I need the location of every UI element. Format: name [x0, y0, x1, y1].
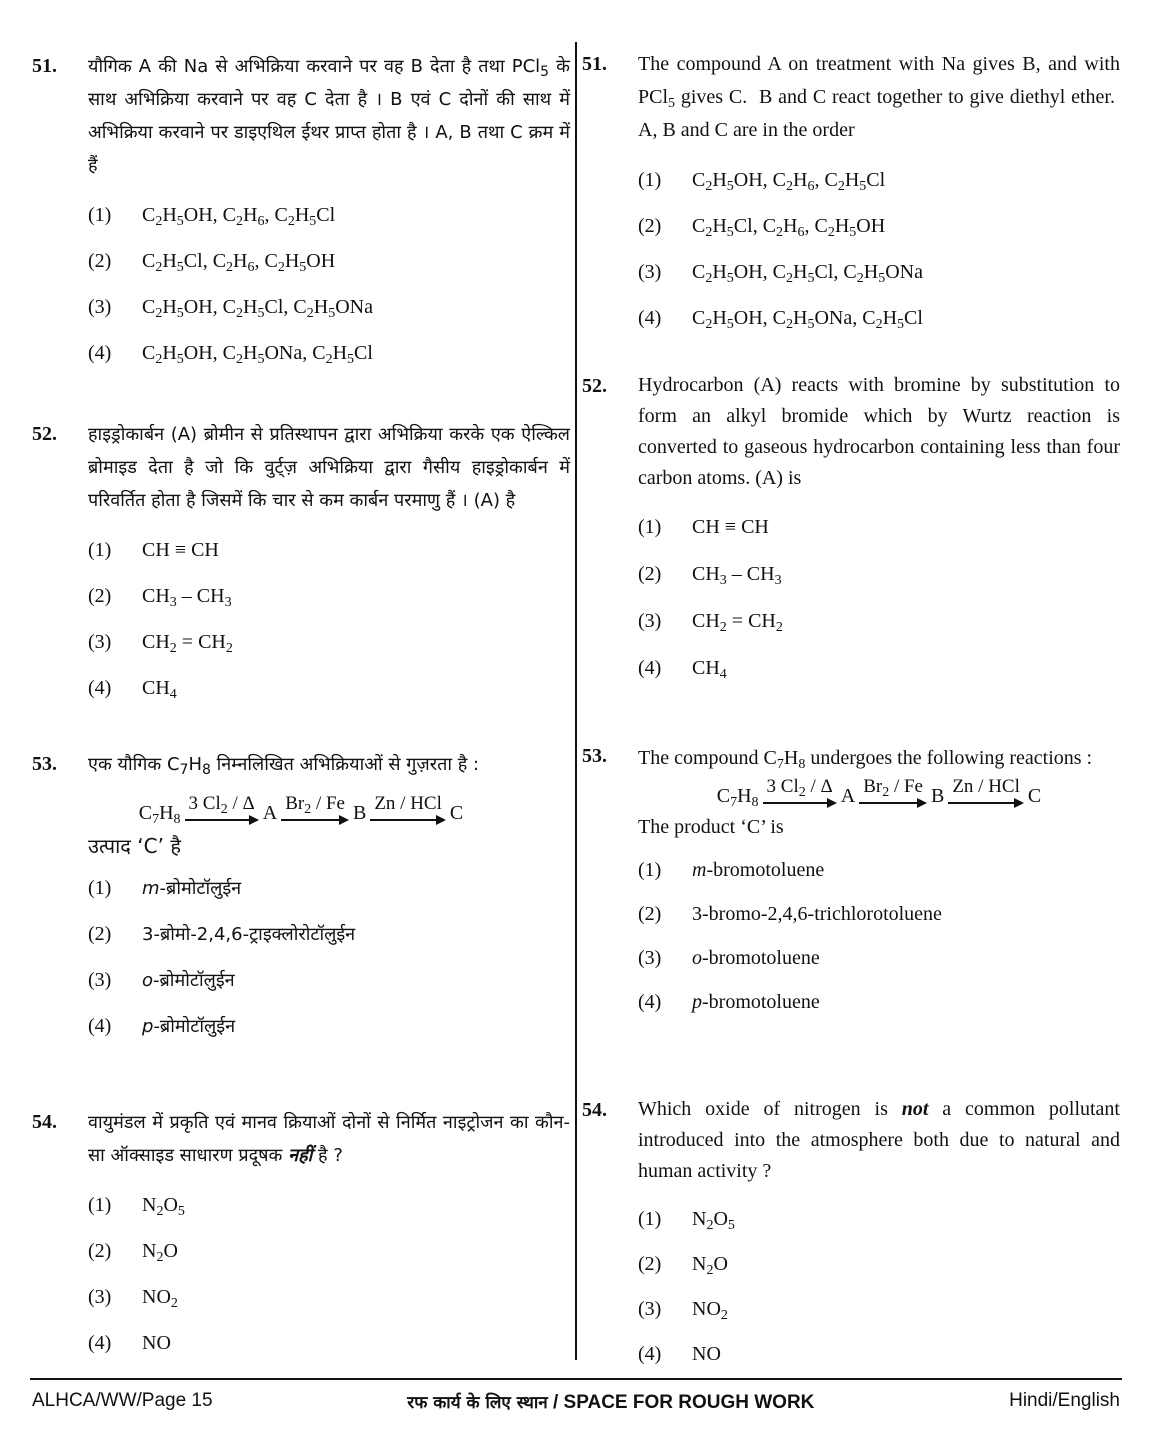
option-text: NO — [142, 1331, 171, 1354]
option-text: $CH_3 - CH_3$ — [142, 584, 232, 610]
option[interactable] — [638, 551, 1120, 598]
option[interactable] — [638, 645, 1120, 692]
option[interactable] — [638, 1242, 1120, 1287]
question-text — [638, 1094, 1120, 1187]
question-text: The compound A on treatment with Na gives B, and with PCl$_5$ gives C. B and C react together to give diethyl ether. A, B and C are in the order — [638, 53, 1120, 141]
question-text: हाइड्रोकार्बन (A) ब्रोमीन से प्रतिस्थापन द्वारा अभिक्रिया करके एक ऐल्किल ब्रोमाइड देता है जो कि वुर्ट्ज़ अभिक्रिया द्वारा गैसीय हाइड्रोकार्बन में परिवर्तित होता है जिसमें कि चार से कम कार्बन परमाणु हैं । (A) है — [88, 424, 570, 511]
reagent-label: $Br_2$ / Fe — [285, 793, 345, 817]
option-text: $C_2H_5Cl$, $C_2H_6$, $C_2H_5OH$ — [692, 214, 886, 240]
option-text: p-bromotoluene — [692, 990, 820, 1013]
option-label: (1) — [638, 516, 662, 538]
options-list — [638, 157, 1120, 341]
option-label: (1) — [638, 168, 662, 191]
question-number: 53. — [32, 753, 57, 775]
option[interactable] — [88, 573, 570, 619]
option[interactable] — [88, 665, 570, 711]
options-list — [638, 848, 1120, 1024]
reaction-scheme — [32, 793, 570, 825]
option-text: $C_2H_5OH$, $C_2H_5Cl$, $C_2H_5ONa$ — [692, 260, 923, 286]
option-label: (2) — [638, 214, 662, 237]
reaction-arrow — [185, 793, 259, 825]
rough-work-hindi: रफ कार्य के लिए स्थान — [407, 1393, 548, 1413]
product-c: C — [1027, 785, 1042, 807]
option-text: 3-ब्रोमो-2,4,6-ट्राइक्लोरोटॉलुईन — [142, 924, 356, 945]
option-text: $NO_2$ — [142, 1285, 178, 1311]
option[interactable] — [88, 527, 570, 573]
question-text-part: Which oxide of nitrogen is — [638, 1098, 902, 1120]
option-label: (4) — [638, 990, 662, 1013]
option[interactable] — [88, 1274, 570, 1320]
option-label: (3) — [88, 295, 112, 318]
option-label: (2) — [88, 1239, 112, 1262]
option-label: (3) — [638, 1298, 662, 1320]
option[interactable] — [638, 157, 1120, 203]
option-label: (4) — [88, 341, 112, 364]
question-number: 54. — [32, 1111, 57, 1133]
reagent-label: 3 $Cl_2$ / Δ — [766, 776, 833, 800]
option-text: $CH_2 = CH_2$ — [692, 610, 783, 635]
option-text: $N_2O_5$ — [142, 1193, 185, 1219]
options-list — [88, 1182, 570, 1366]
rough-work-english: SPACE FOR ROUGH WORK — [563, 1392, 815, 1413]
page-footer — [32, 1390, 1120, 1414]
option-label: (4) — [638, 1343, 662, 1365]
option-text: o-bromotoluene — [692, 946, 820, 969]
option-label: (1) — [88, 1193, 112, 1216]
question-text: यौगिक A की Na से अभिक्रिया करवाने पर वह B देता है तथा PCl$_5$ के साथ अभिक्रिया करवाने पर वह C देता है । B एवं C दोनों की साथ में अभिक्रिया करवाने पर डाइएथिल ईथर प्राप्त होता है । A, B तथा C क्रम में हैं — [88, 56, 571, 176]
option-label: (1) — [638, 1208, 662, 1230]
option-text: $C_2H_5OH$, $C_2H_6$, $C_2H_5Cl$ — [692, 168, 886, 194]
question-number: 53. — [582, 745, 607, 767]
option[interactable] — [638, 1287, 1120, 1332]
page-code: ALHCA/WW/Page 15 — [32, 1390, 213, 1411]
question-text: एक यौगिक $C_7H_8$ निम्नलिखित अभिक्रियाओं से गुज़रता है : — [88, 754, 480, 778]
option-label: (3) — [88, 968, 112, 991]
option-label: (3) — [638, 260, 662, 283]
reaction-arrow — [948, 776, 1024, 808]
option-label: (1) — [88, 203, 112, 226]
option-label: (3) — [638, 946, 662, 969]
option[interactable] — [88, 1003, 570, 1049]
option[interactable] — [88, 619, 570, 665]
option[interactable] — [638, 504, 1120, 551]
option[interactable] — [88, 957, 570, 1003]
question-52-hi — [32, 418, 570, 711]
option-text: $C_2H_5OH$, $C_2H_5Cl$, $C_2H_5ONa$ — [142, 295, 373, 321]
option-text: NO — [692, 1343, 721, 1365]
reagent-label: Zn / HCl — [374, 793, 442, 814]
question-52-en — [582, 370, 1120, 692]
option[interactable] — [88, 1182, 570, 1228]
option-text: $N_2O_5$ — [692, 1208, 735, 1233]
option[interactable] — [88, 1228, 570, 1274]
option-text: 3-bromo-2,4,6-trichlorotoluene — [692, 902, 942, 925]
option[interactable] — [88, 238, 570, 284]
option-label: (3) — [638, 610, 662, 632]
option-label: (1) — [88, 876, 112, 899]
option-text: $C_2H_5Cl$, $C_2H_6$, $C_2H_5OH$ — [142, 249, 336, 275]
question-51-hi — [32, 50, 570, 376]
column-divider — [575, 42, 577, 1360]
emphasis-text: नहीं — [288, 1145, 313, 1166]
reagent-label: 3 $Cl_2$ / Δ — [188, 793, 255, 817]
question-number: 51. — [32, 55, 57, 77]
option[interactable] — [638, 892, 1120, 936]
question-number: 52. — [32, 423, 57, 445]
option-label: (4) — [88, 676, 112, 699]
question-53-hi — [32, 748, 570, 1049]
option[interactable] — [88, 192, 570, 238]
option[interactable] — [638, 1332, 1120, 1377]
option[interactable] — [88, 284, 570, 330]
option-label: (2) — [88, 922, 112, 945]
option-text: $N_2O$ — [142, 1239, 178, 1265]
option[interactable] — [638, 295, 1120, 341]
option-label: (1) — [88, 538, 112, 561]
option[interactable] — [88, 865, 570, 911]
option[interactable] — [638, 1197, 1120, 1242]
reaction-arrow — [281, 793, 349, 825]
option[interactable] — [88, 330, 570, 376]
product-prompt: The product ‘C’ is — [638, 816, 784, 838]
option-label: (4) — [88, 1014, 112, 1037]
reaction-scheme — [638, 776, 1120, 808]
option-text: $NO_2$ — [692, 1298, 728, 1323]
question-text-part: वायुमंडल में प्रकृति एवं मानव क्रियाओं दोनों से निर्मित नाइट्रोजन का कौन-सा ऑक्साइड साधारण प्रदूषक — [88, 1112, 570, 1166]
option-text: o-ब्रोमोटॉलुईन — [142, 970, 235, 991]
options-list — [638, 504, 1120, 692]
option-label: (2) — [638, 1253, 662, 1275]
option-label: (4) — [638, 657, 662, 679]
option-label: (3) — [88, 630, 112, 653]
option-text: m-bromotoluene — [692, 858, 825, 881]
footer-divider — [30, 1378, 1122, 1380]
option-label: (2) — [88, 249, 112, 272]
question-51-en — [582, 48, 1120, 341]
option-label: (4) — [88, 1331, 112, 1354]
reagent-label: Zn / HCl — [952, 776, 1020, 797]
option[interactable] — [638, 203, 1120, 249]
reactant: $C_7H_8$ — [716, 785, 759, 810]
option-text: $CH_2 = CH_2$ — [142, 630, 233, 656]
product-c: C — [449, 802, 464, 824]
question-number: 52. — [582, 375, 607, 397]
option-text: $N_2O$ — [692, 1253, 728, 1278]
question-number: 51. — [582, 53, 607, 75]
options-list — [638, 1197, 1120, 1377]
question-53-en — [582, 740, 1120, 1024]
option[interactable] — [638, 848, 1120, 892]
options-list — [88, 192, 570, 376]
question-text-part: के साथ अभिक्रिया करवाने पर वह C देता है । B एवं C दोनों की साथ में अभिक्रिया करवाने पर डाइएथिल ईथर प्राप्त होता है । A, B तथा C क्रम में हैं — [88, 56, 571, 176]
options-list — [88, 527, 570, 711]
intermediate-b: B — [352, 802, 367, 824]
rough-work-label — [407, 1390, 814, 1414]
reagent-label: $Br_2$ / Fe — [863, 776, 923, 800]
question-text: The compound $C_7H_8$ undergoes the following reactions : — [638, 747, 1093, 772]
question-text-part: है ? — [312, 1145, 343, 1166]
reaction-arrow — [859, 776, 927, 808]
question-54-hi — [32, 1106, 570, 1366]
option-label: (4) — [638, 306, 662, 329]
intermediate-b: B — [930, 785, 945, 807]
option-label: (2) — [638, 902, 662, 925]
option-text: $CH_4$ — [142, 676, 177, 702]
option-text: m-ब्रोमोटॉलुईन — [142, 878, 242, 899]
language-label: Hindi/English — [1009, 1390, 1120, 1411]
question-text: Hydrocarbon (A) reacts with bromine by substitution to form an alkyl bromide which by Wurtz reaction is converted to gaseous hydrocarbon containing less than four carbon atoms. (A) is — [638, 374, 1120, 489]
option[interactable] — [638, 980, 1120, 1024]
option-text: p-ब्रोमोटॉलुईन — [142, 1016, 236, 1037]
option-text: $CH_4$ — [692, 657, 727, 682]
question-text — [88, 1106, 570, 1172]
option[interactable] — [638, 249, 1120, 295]
question-number: 54. — [582, 1099, 607, 1121]
product-prompt: उत्पाद ‘C’ है — [88, 834, 181, 858]
option-text: $C_2H_5OH$, $C_2H_5ONa$, $C_2H_5Cl$ — [142, 341, 373, 367]
option-text: $C_2H_5OH$, $C_2H_5ONa$, $C_2H_5Cl$ — [692, 306, 923, 332]
reactant: $C_7H_8$ — [138, 802, 181, 827]
option[interactable] — [88, 911, 570, 957]
option-text: CH ≡ CH — [692, 516, 769, 538]
option[interactable] — [638, 598, 1120, 645]
intermediate-a: A — [262, 802, 278, 824]
option-text: CH ≡ CH — [142, 538, 219, 561]
option-text: $C_2H_5OH$, $C_2H_6$, $C_2H_5Cl$ — [142, 203, 336, 229]
question-text-part: a common pollutant introduced into the atmosphere both due to natural and human activity ? — [638, 1098, 1120, 1182]
option-label: (2) — [638, 563, 662, 585]
reaction-arrow — [763, 776, 837, 808]
options-list — [88, 865, 570, 1049]
option-text: $CH_3 - CH_3$ — [692, 563, 782, 588]
option-label: (3) — [88, 1285, 112, 1308]
reaction-arrow — [370, 793, 446, 825]
option-label: (1) — [638, 858, 662, 881]
question-54-en — [582, 1094, 1120, 1377]
emphasis-text: not — [901, 1098, 929, 1120]
option[interactable] — [638, 936, 1120, 980]
intermediate-a: A — [840, 785, 856, 807]
option[interactable] — [88, 1320, 570, 1366]
option-label: (2) — [88, 584, 112, 607]
separator: / — [547, 1392, 564, 1413]
question-text-part: यौगिक A की Na से अभिक्रिया करवाने पर वह B देता है तथा PCl — [88, 56, 541, 77]
